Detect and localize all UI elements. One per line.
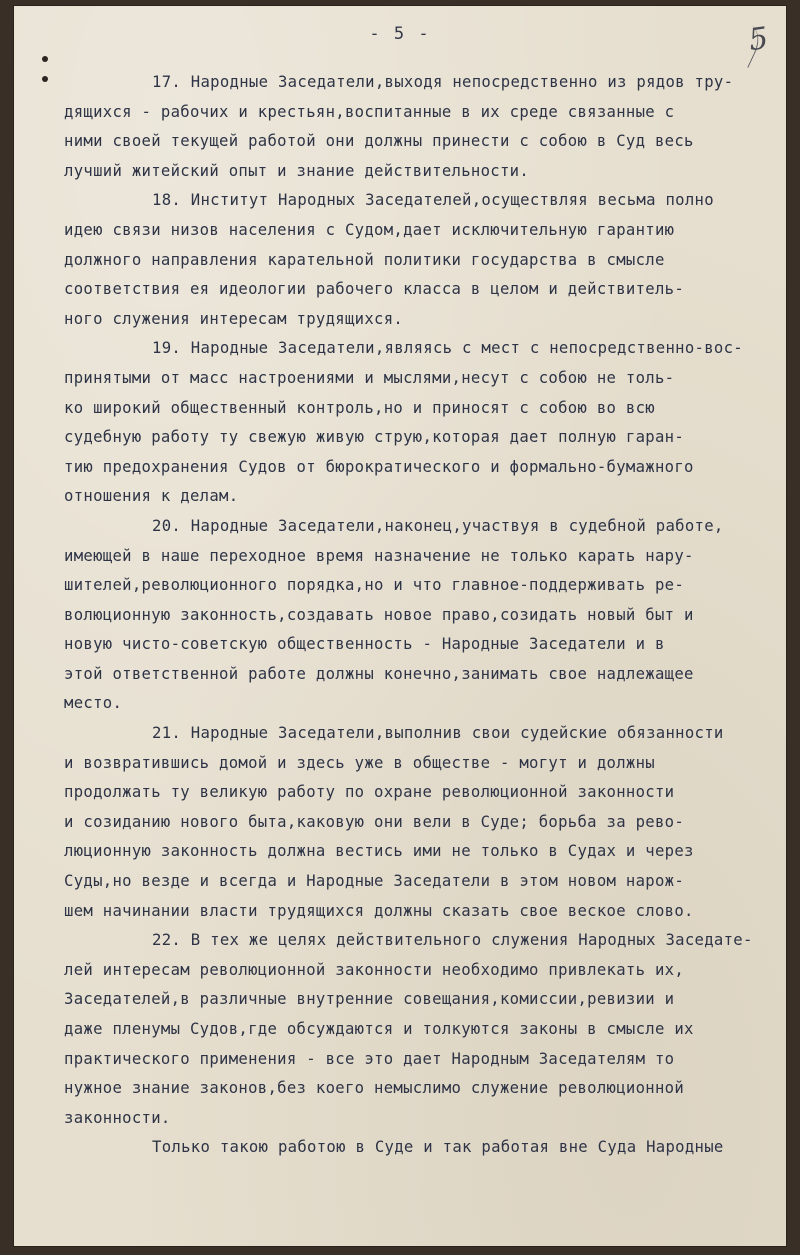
paragraph-18 [64,186,774,334]
paragraph-19 [64,334,774,512]
text-line: тию предохранения Судов от бюрократического и формально-бумажного [64,457,694,476]
text-line: ними своей текущей работой они должны принести с собою в Суд весь [64,132,694,151]
text-line: 21. Народные Заседатели,выполнив свои судейские обязанности [152,724,724,743]
document-page [14,6,786,1246]
text-line: 20. Народные Заседатели,наконец,участвуя в судебной работе, [152,516,724,535]
text-line: даже пленумы Судов,где обсуждаются и толкуются законы в смысле их [64,1020,694,1038]
text-line: ного служения интересам трудящихся. [64,309,404,328]
text-line: имеющей в наше переходное время назначение не только карать нару- [64,546,694,565]
paragraph-closing [64,1133,774,1163]
text-line: шителей,революционного порядка,но и что главное-поддерживать ре- [64,576,685,595]
text-line: законности. [64,1108,171,1127]
text-line: дящихся - рабочих и крестьян,воспитанные в их среде связанные с [64,102,675,121]
paragraph-22 [64,926,774,1133]
text-line: 19. Народные Заседатели,являясь с мест с непосредственно-вос- [152,339,743,358]
text-line: нужное знание законов,без коего немыслимо служение революционной [64,1079,685,1098]
page-number: - 5 - [369,24,431,44]
text-line: принятыми от масс настроениями и мыслями,несут с собою не толь- [64,368,675,387]
text-line: ко широкий общественный контроль,но и приносят с собою во всю [64,398,655,417]
text-line: 17. Народные Заседатели,выходя непосредственно из рядов тру- [152,73,734,91]
text-line: судебную работу ту свежую живую струю,которая дает полную гаран- [64,428,685,447]
text-line: люционную законность должна вестись ими не только в Судах и через [64,842,694,861]
text-line: шем начинании власти трудящихся должны сказать свое веское слово. [64,901,694,920]
text-line: Заседателей,в различные внутренние совещания,комиссии,ревизии и [64,990,675,1009]
paragraph-20 [64,512,774,719]
text-line: место. [64,694,123,713]
paragraph-21 [64,719,774,926]
text-line: Суды,но везде и всегда и Народные Заседатели в этом новом нарож- [64,872,685,891]
paragraph-17 [64,68,774,186]
archive-folio-number: 5 [746,20,771,59]
text-line: соответствия ея идеологии рабочего класса в целом и действитель- [64,280,685,299]
text-line: волюционную законность,создавать новое право,созидать новый быт и [64,605,694,624]
text-line: 18. Институт Народных Заседателей,осуществляя весьма полно [152,191,714,210]
text-line: должного направления карательной политики государства в смысле [64,250,665,269]
text-line: и созиданию нового быта,каковую они вели в Суде; борьба за рево- [64,812,685,831]
document-body [64,68,774,1163]
text-line: новую чисто-советскую общественность - Народные Заседатели и в [64,635,665,654]
text-line: продолжать ту великую работу по охране революционной законности [64,783,675,802]
text-line: и возвратившись домой и здесь уже в обществе - могут и должны [64,753,655,772]
text-line: практического применения - все это дает Народным Заседателям то [64,1049,675,1068]
text-line: лучший житейский опыт и знание действительности. [64,161,530,180]
text-line: этой ответственной работе должны конечно,занимать свое надлежащее [64,664,694,683]
punch-hole [42,56,48,62]
text-line: лей интересам революционной законности необходимо привлекать их, [64,960,685,979]
text-line: отношения к делам. [64,487,239,506]
text-line: 22. В тех же целях действительного служения Народных Заседате- [152,931,753,950]
punch-hole [42,76,48,82]
text-line: идею связи низов населения с Судом,дает исключительную гарантию [64,220,675,239]
text-line: Только такою работою в Суде и так работая вне Суда Народные [152,1138,724,1157]
